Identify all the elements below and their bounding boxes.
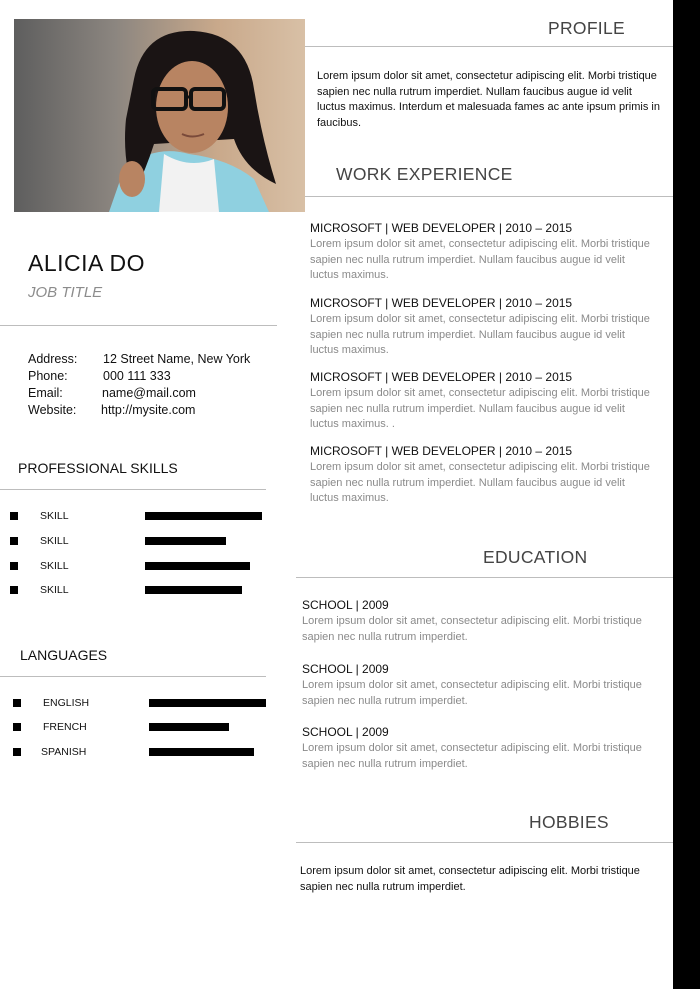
- skill-level-bar: [145, 562, 250, 570]
- languages-divider: [0, 676, 266, 677]
- contact-label: Email:: [28, 386, 63, 400]
- bullet-icon: [10, 512, 18, 520]
- work-heading: WORK EXPERIENCE: [336, 164, 513, 184]
- contact-label: Website:: [28, 403, 77, 417]
- right-edge-bar: [673, 0, 700, 989]
- education-entry-desc: Lorem ipsum dolor sit amet, consectetur adipiscing elit. Morbi tristique sapien nec nulla rutrum imperdiet.: [302, 679, 642, 707]
- skill-level-bar: [145, 586, 242, 594]
- work-entry-desc: Lorem ipsum dolor sit amet, consectetur adipiscing elit. Morbi tristique sapien nec nulla rutrum imperdiet. Nullam faucibus augue id velit luctus maximus.: [310, 238, 650, 281]
- contact-value: name@mail.com: [102, 386, 196, 400]
- bullet-icon: [13, 748, 21, 756]
- hobbies-text: Lorem ipsum dolor sit amet, consectetur adipiscing elit. Morbi tristique sapien nec nulla rutrum imperdiet.: [300, 865, 640, 893]
- contact-value: 000 111 333: [103, 369, 171, 383]
- work-entry-desc: Lorem ipsum dolor sit amet, consectetur adipiscing elit. Morbi tristique sapien nec nulla rutrum imperdiet. Nullam faucibus augue id velit luctus maximus.: [310, 313, 650, 356]
- job-title: JOB TITLE: [28, 284, 103, 301]
- work-entry-desc: Lorem ipsum dolor sit amet, consectetur adipiscing elit. Morbi tristique sapien nec nulla rutrum imperdiet. Nullam faucibus augue id velit luctus maximus.: [310, 461, 650, 504]
- education-heading: EDUCATION: [483, 547, 588, 567]
- profile-divider: [305, 46, 673, 47]
- work-entry-title: MICROSOFT | WEB DEVELOPER | 2010 – 2015: [310, 296, 573, 310]
- skills-heading: PROFESSIONAL SKILLS: [18, 460, 178, 476]
- bullet-icon: [10, 586, 18, 594]
- education-entry-title: SCHOOL | 2009: [302, 725, 389, 739]
- portrait-illustration: [14, 19, 305, 212]
- contact-value: http://mysite.com: [101, 403, 196, 417]
- contact-label: Phone:: [28, 369, 68, 383]
- hobbies-heading: HOBBIES: [529, 812, 609, 832]
- language-label: FRENCH: [43, 721, 87, 733]
- bullet-icon: [10, 537, 18, 545]
- hobbies-divider: [296, 842, 673, 843]
- language-level-bar: [149, 723, 229, 731]
- language-label: ENGLISH: [43, 697, 90, 709]
- language-level-bar: [149, 748, 254, 756]
- contact-label: Address:: [28, 352, 78, 366]
- education-entry-title: SCHOOL | 2009: [302, 598, 389, 612]
- skill-label: SKILL: [40, 584, 69, 596]
- skill-label: SKILL: [40, 535, 69, 547]
- work-entry-title: MICROSOFT | WEB DEVELOPER | 2010 – 2015: [310, 370, 573, 384]
- work-divider: [305, 196, 673, 197]
- profile-text: Lorem ipsum dolor sit amet, consectetur adipiscing elit. Morbi tristique sapien nec nulla rutrum imperdiet. Nullam faucibus augue id velit luctus maximus. Interdum et malesuada fames ac ante ipsum primis in faucibus.: [317, 70, 660, 129]
- skill-label: SKILL: [40, 510, 69, 522]
- education-entry-title: SCHOOL | 2009: [302, 662, 389, 676]
- bullet-icon: [13, 699, 21, 707]
- bullet-icon: [13, 723, 21, 731]
- skills-divider: [0, 489, 266, 490]
- skill-label: SKILL: [40, 560, 69, 572]
- education-entry-desc: Lorem ipsum dolor sit amet, consectetur adipiscing elit. Morbi tristique sapien nec nulla rutrum imperdiet.: [302, 615, 642, 643]
- left-divider: [0, 325, 277, 326]
- skill-level-bar: [145, 537, 226, 545]
- profile-heading: PROFILE: [548, 18, 625, 38]
- language-label: SPANISH: [41, 746, 87, 758]
- work-entry-title: MICROSOFT | WEB DEVELOPER | 2010 – 2015: [310, 221, 573, 235]
- education-entry-desc: Lorem ipsum dolor sit amet, consectetur adipiscing elit. Morbi tristique sapien nec nulla rutrum imperdiet.: [302, 742, 642, 770]
- contact-value: 12 Street Name, New York: [103, 352, 251, 366]
- language-level-bar: [149, 699, 266, 707]
- languages-heading: LANGUAGES: [20, 647, 108, 663]
- person-name: ALICIA DO: [28, 250, 145, 276]
- profile-photo: [14, 19, 305, 212]
- skill-level-bar: [145, 512, 262, 520]
- bullet-icon: [10, 562, 18, 570]
- education-divider: [296, 577, 673, 578]
- work-entry-desc: Lorem ipsum dolor sit amet, consectetur adipiscing elit. Morbi tristique sapien nec nulla rutrum imperdiet. Nullam faucibus augue id velit luctus maximus. .: [310, 387, 650, 430]
- work-entry-title: MICROSOFT | WEB DEVELOPER | 2010 – 2015: [310, 444, 573, 458]
